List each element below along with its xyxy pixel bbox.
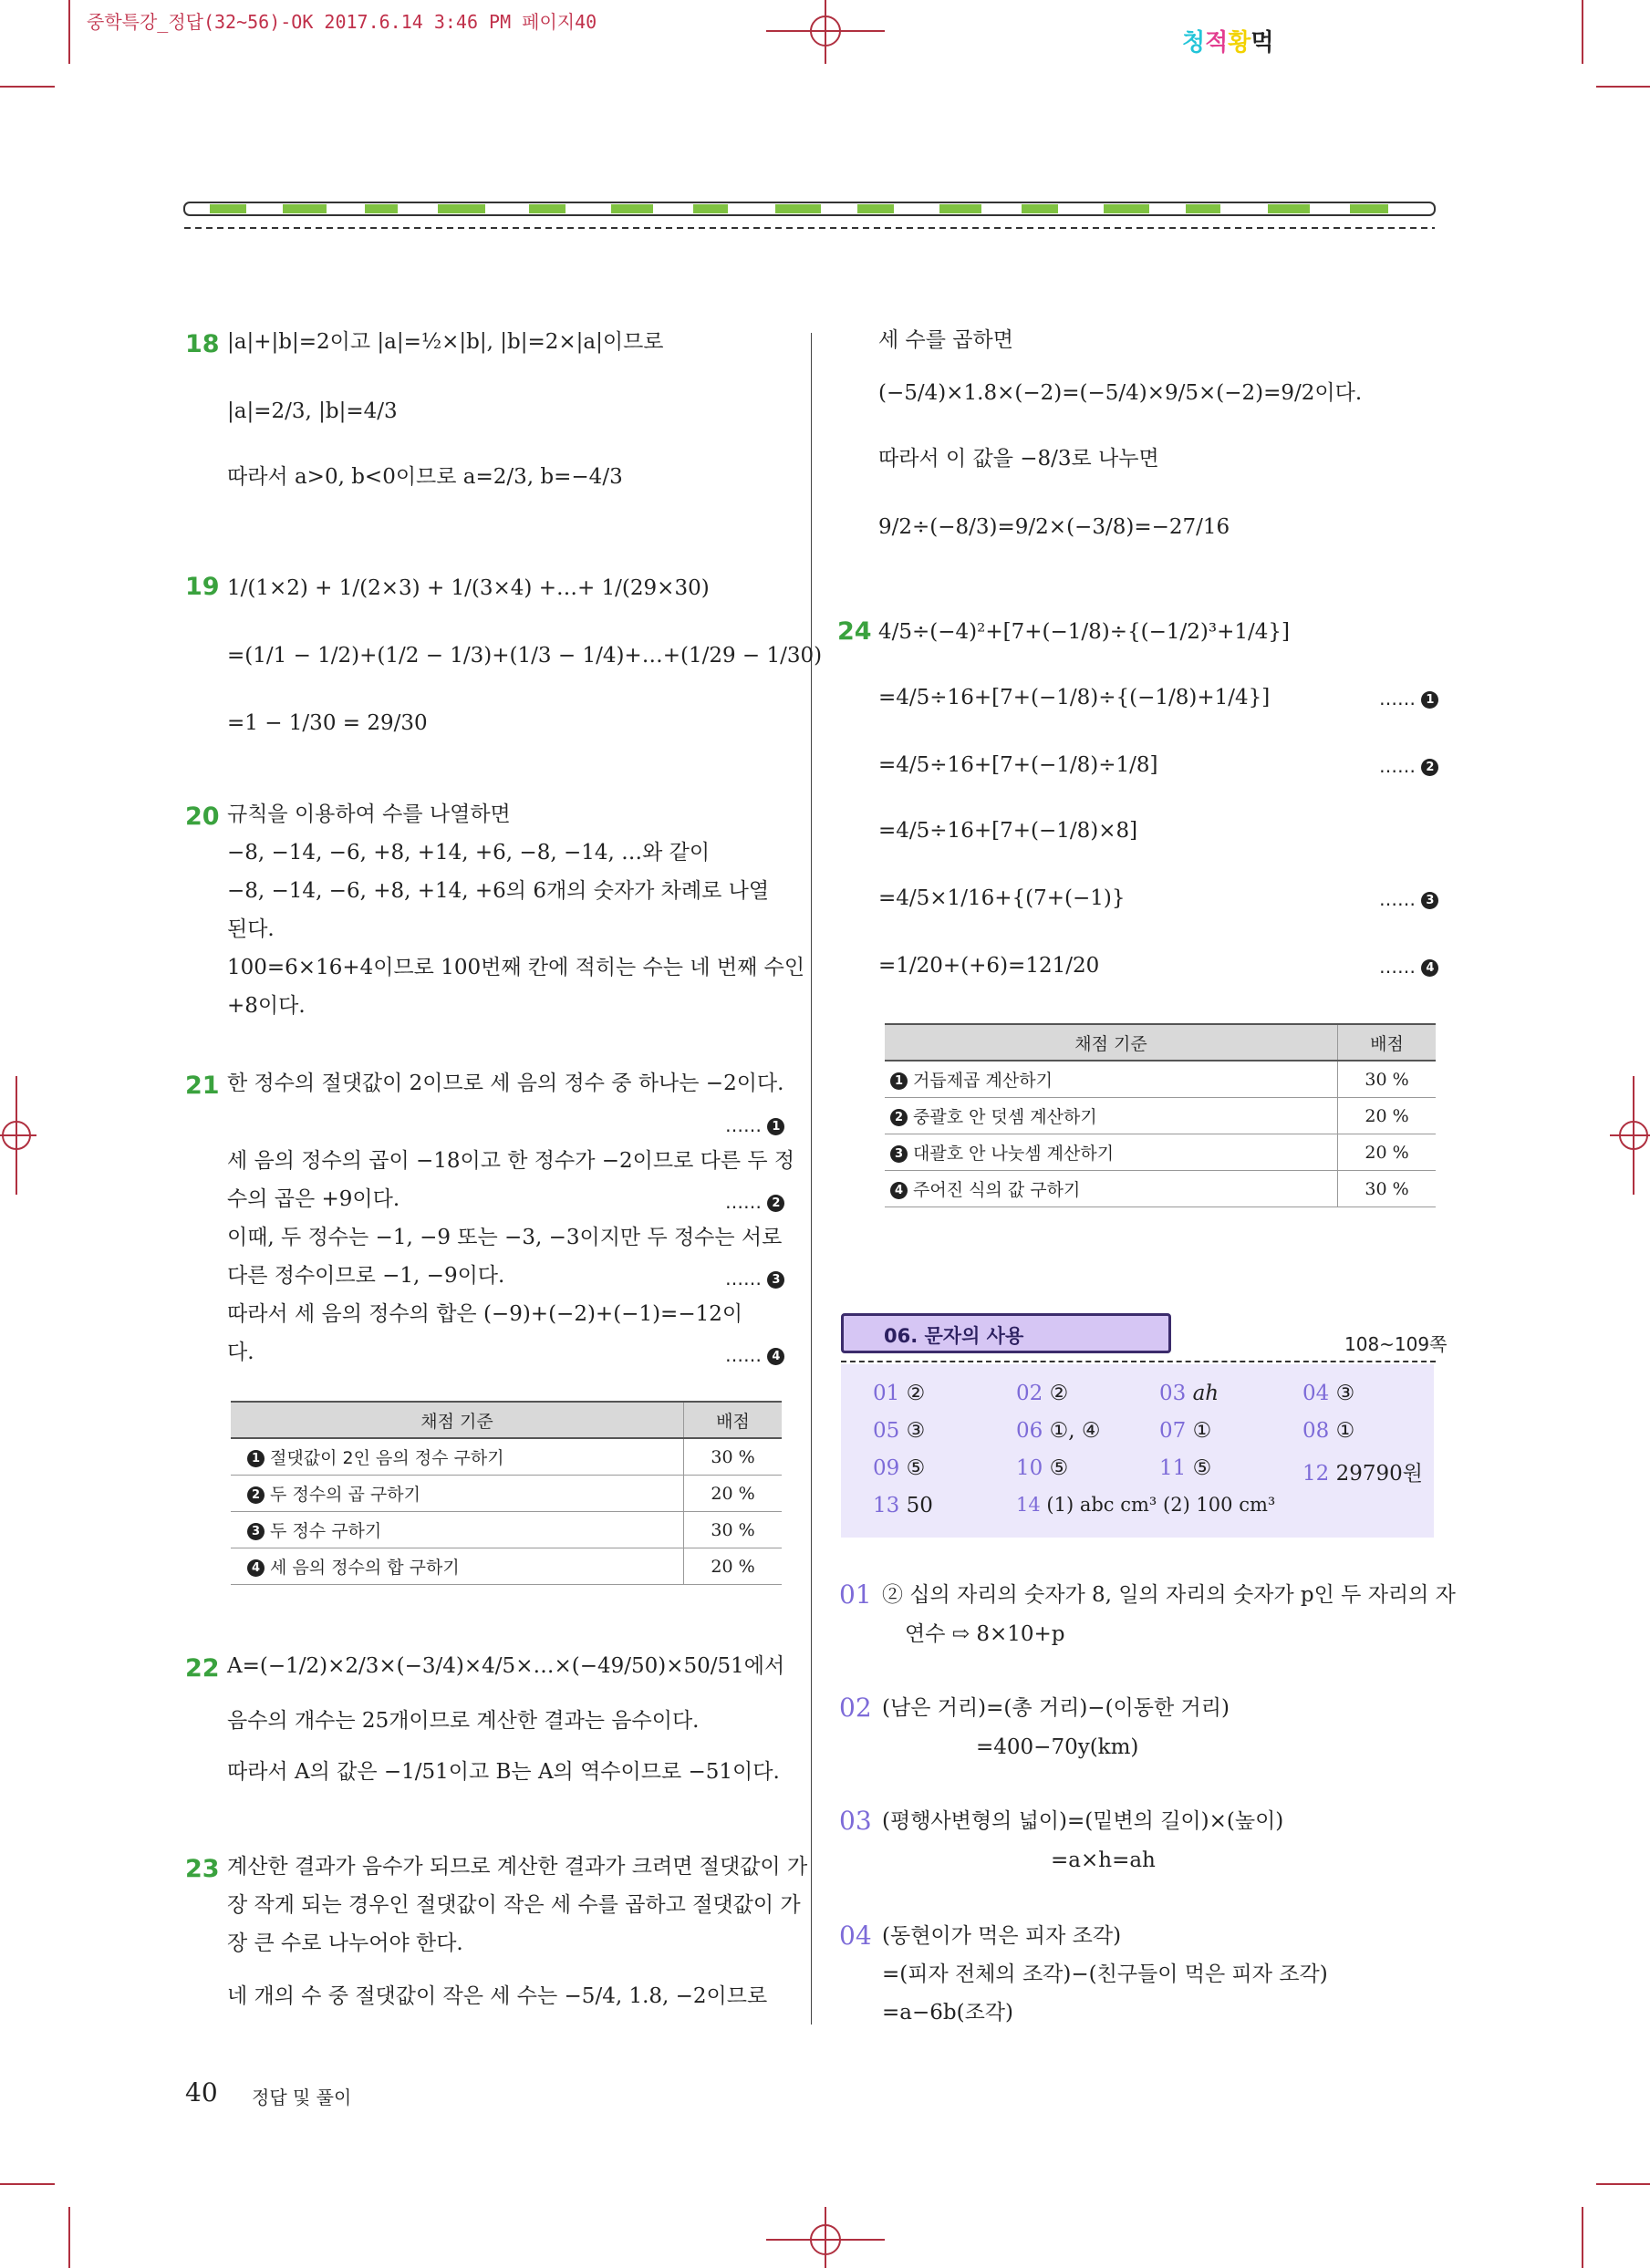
registration-mark-left bbox=[0, 1076, 36, 1195]
p24-line-6: =1/20+(+6)=121/20 bbox=[878, 954, 1100, 978]
step-marker-4: …… 4 bbox=[1379, 956, 1438, 978]
scoring-table-21 bbox=[231, 1401, 782, 1585]
answer-item: 04 ③ bbox=[1302, 1382, 1355, 1405]
p23-line-1: 계산한 결과가 음수가 되므로 계산한 결과가 크려면 절댓값이 가 bbox=[227, 1855, 808, 1879]
answer-item: 06 ①, ④ bbox=[1016, 1419, 1101, 1443]
answer-item: 12 29790원 bbox=[1302, 1462, 1423, 1486]
s02-line-1: (남은 거리)=(총 거리)−(이동한 거리) bbox=[882, 1696, 1230, 1720]
p20-line-2: −8, −14, −6, +8, +14, +6, −8, −14, …와 같이 bbox=[227, 841, 711, 865]
p23-cont-line-4: 9/2÷(−8/3)=9/2×(−3/8)=−27/16 bbox=[878, 515, 1230, 539]
answer-item: 01 ② bbox=[873, 1382, 926, 1405]
p23-cont-line-3: 따라서 이 값을 −8/3로 나누면 bbox=[878, 447, 1159, 471]
p20-line-4: 된다. bbox=[227, 917, 275, 941]
page-number: 40 bbox=[185, 2077, 218, 2107]
table-header-criteria: 채점 기준 bbox=[231, 1402, 684, 1438]
s02-line-2: =400−70y(km) bbox=[976, 1735, 1139, 1759]
p21-line-1: 한 정수의 절댓값이 2이므로 세 음의 정수 중 하나는 −2이다. bbox=[227, 1072, 784, 1095]
step-marker-4: …… 4 bbox=[725, 1344, 784, 1366]
table-row: 4 주어진 식의 값 구하기 30 % bbox=[885, 1171, 1436, 1207]
p23-cont-line-1: 세 수를 곱하면 bbox=[878, 328, 1013, 352]
registration-mark-right bbox=[1610, 1076, 1650, 1195]
p21-line-5: 다른 정수이므로 −1, −9이다. bbox=[227, 1264, 505, 1288]
s03-line-2: =a×h=ah bbox=[1051, 1849, 1156, 1872]
registration-mark-bottom bbox=[766, 2207, 885, 2268]
brand-logo: 청적황먹 bbox=[1182, 29, 1274, 57]
p19-line-3: =1 − 1/30 = 29/30 bbox=[227, 711, 428, 735]
step-marker-2: …… 2 bbox=[725, 1191, 784, 1213]
step-marker-2: …… 2 bbox=[1379, 755, 1438, 777]
s04-line-1: (동현이가 먹은 피자 조각) bbox=[882, 1924, 1122, 1948]
p20-line-3: −8, −14, −6, +8, +14, +6의 6개의 숫자가 차례로 나열 bbox=[227, 879, 770, 903]
print-file-info: 중학특강_정답(32~56)-OK 2017.6.14 3:46 PM 페이지40 bbox=[87, 11, 597, 33]
s01-line-2: 연수 ⇨ 8×10+p bbox=[905, 1622, 1065, 1646]
p20-line-5: 100=6×16+4이므로 100번째 칸에 적히는 수는 네 번째 수인 bbox=[227, 956, 805, 979]
registration-mark-top bbox=[766, 0, 885, 64]
table-header-criteria: 채점 기준 bbox=[885, 1024, 1338, 1061]
s03-line-1: (평행사변형의 넓이)=(밑변의 길이)×(높이) bbox=[882, 1809, 1284, 1833]
p23-line-4: 네 개의 수 중 절댓값이 작은 세 수는 −5/4, 1.8, −2이므로 bbox=[227, 1984, 768, 2008]
answer-item: 14 (1) abc cm³ (2) 100 cm³ bbox=[1016, 1494, 1276, 1516]
answer-item: 05 ③ bbox=[873, 1419, 926, 1443]
column-divider bbox=[811, 333, 812, 2025]
table-row: 1 거듭제곱 계산하기 30 % bbox=[885, 1061, 1436, 1098]
p20-line-6: +8이다. bbox=[227, 994, 306, 1018]
problem-number-20: 20 bbox=[185, 803, 220, 831]
problem-number-24: 24 bbox=[837, 617, 872, 646]
p19-line-1: 1/(1×2) + 1/(2×3) + 1/(3×4) +…+ 1/(29×30) bbox=[227, 576, 710, 600]
solution-number-02: 02 bbox=[839, 1693, 872, 1723]
table-header-points: 배점 bbox=[684, 1402, 783, 1438]
p21-line-3: 수의 곱은 +9이다. bbox=[227, 1187, 400, 1211]
step-marker-3: …… 3 bbox=[1379, 888, 1438, 910]
section-divider bbox=[841, 1361, 1436, 1362]
table-row: 3 두 정수 구하기 30 % bbox=[231, 1512, 782, 1548]
p24-line-2: =4/5÷16+[7+(−1/8)÷{(−1/8)+1/4}] bbox=[878, 686, 1271, 709]
solution-number-04: 04 bbox=[839, 1921, 872, 1951]
answer-item: 11 ⑤ bbox=[1159, 1456, 1212, 1480]
p24-line-5: =4/5×1/16+{(7+(−1)} bbox=[878, 886, 1126, 910]
s04-line-2: =(피자 전체의 조각)−(친구들이 먹은 피자 조각) bbox=[882, 1962, 1328, 1986]
p21-line-6: 따라서 세 음의 정수의 합은 (−9)+(−2)+(−1)=−12이 bbox=[227, 1302, 743, 1326]
p18-line-2: |a|=2/3, |b|=4/3 bbox=[227, 399, 398, 423]
answer-item: 02 ② bbox=[1016, 1382, 1069, 1405]
p22-line-1: A=(−1/2)×2/3×(−3/4)×4/5×…×(−49/50)×50/51에서 bbox=[227, 1654, 785, 1678]
p18-line-1: |a|+|b|=2이고 |a|=½×|b|, |b|=2×|a|이므로 bbox=[227, 330, 664, 354]
p22-line-2: 음수의 개수는 25개이므로 계산한 결과는 음수이다. bbox=[227, 1709, 700, 1733]
p24-line-1: 4/5÷(−4)²+[7+(−1/8)÷{(−1/2)³+1/4}] bbox=[878, 620, 1290, 644]
footer-label: 정답 및 풀이 bbox=[252, 2087, 352, 2108]
p24-line-4: =4/5÷16+[7+(−1/8)×8] bbox=[878, 819, 1138, 843]
table-row: 2 두 정수의 곱 구하기 20 % bbox=[231, 1476, 782, 1512]
answer-item: 13 50 bbox=[873, 1494, 933, 1517]
p21-line-2: 세 음의 정수의 곱이 −18이고 한 정수가 −2이므로 다른 두 정 bbox=[227, 1149, 795, 1173]
problem-number-22: 22 bbox=[185, 1654, 220, 1683]
decorative-ribbon bbox=[182, 193, 1437, 235]
answer-item: 08 ① bbox=[1302, 1419, 1355, 1443]
p24-line-3: =4/5÷16+[7+(−1/8)÷1/8] bbox=[878, 753, 1158, 777]
p21-line-4: 이때, 두 정수는 −1, −9 또는 −3, −3이지만 두 정수는 서로 bbox=[227, 1226, 783, 1249]
p19-line-2: =(1/1 − 1/2)+(1/2 − 1/3)+(1/3 − 1/4)+…+(1/29 − 1/30) bbox=[227, 644, 823, 668]
step-marker-3: …… 3 bbox=[725, 1268, 784, 1289]
scoring-table-24 bbox=[885, 1023, 1436, 1207]
table-row: 2 중괄호 안 덧셈 계산하기 20 % bbox=[885, 1098, 1436, 1134]
answer-item: 10 ⑤ bbox=[1016, 1456, 1069, 1480]
problem-number-23: 23 bbox=[185, 1855, 220, 1883]
problem-number-18: 18 bbox=[185, 330, 220, 358]
answer-item: 03 ah bbox=[1159, 1382, 1219, 1405]
section-title-banner: 06. 문자의 사용 bbox=[841, 1313, 1171, 1353]
solution-number-01: 01 bbox=[839, 1579, 872, 1610]
problem-number-21: 21 bbox=[185, 1072, 220, 1100]
step-marker-1: …… 1 bbox=[725, 1114, 784, 1136]
answer-item: 07 ① bbox=[1159, 1419, 1212, 1443]
p20-line-1: 규칙을 이용하여 수를 나열하면 bbox=[227, 803, 511, 826]
table-row: 1 절댓값이 2인 음의 정수 구하기 30 % bbox=[231, 1438, 782, 1476]
table-row: 4 세 음의 정수의 합 구하기 20 % bbox=[231, 1548, 782, 1585]
s01-line-1: ② 십의 자리의 숫자가 8, 일의 자리의 숫자가 p인 두 자리의 자 bbox=[882, 1583, 1456, 1607]
s04-line-3: =a−6b(조각) bbox=[882, 2001, 1013, 2025]
section-page-range: 108~109쪽 bbox=[1344, 1333, 1448, 1355]
p23-line-3: 장 큰 수로 나누어야 한다. bbox=[227, 1931, 463, 1955]
p23-line-2: 장 작게 되는 경우인 절댓값이 작은 세 수를 곱하고 절댓값이 가 bbox=[227, 1893, 801, 1917]
step-marker-1: …… 1 bbox=[1379, 688, 1438, 709]
p22-line-3: 따라서 A의 값은 −1/51이고 B는 A의 역수이므로 −51이다. bbox=[227, 1760, 780, 1784]
solution-number-03: 03 bbox=[839, 1806, 872, 1836]
p23-cont-line-2: (−5/4)×1.8×(−2)=(−5/4)×9/5×(−2)=9/2이다. bbox=[878, 381, 1363, 405]
p18-line-3: 따라서 a>0, b<0이므로 a=2/3, b=−4/3 bbox=[227, 465, 623, 489]
table-row: 3 대괄호 안 나눗셈 계산하기 20 % bbox=[885, 1134, 1436, 1171]
answer-item: 09 ⑤ bbox=[873, 1456, 926, 1480]
p21-line-7: 다. bbox=[227, 1341, 254, 1364]
table-header-points: 배점 bbox=[1338, 1024, 1437, 1061]
problem-number-19: 19 bbox=[185, 573, 220, 601]
